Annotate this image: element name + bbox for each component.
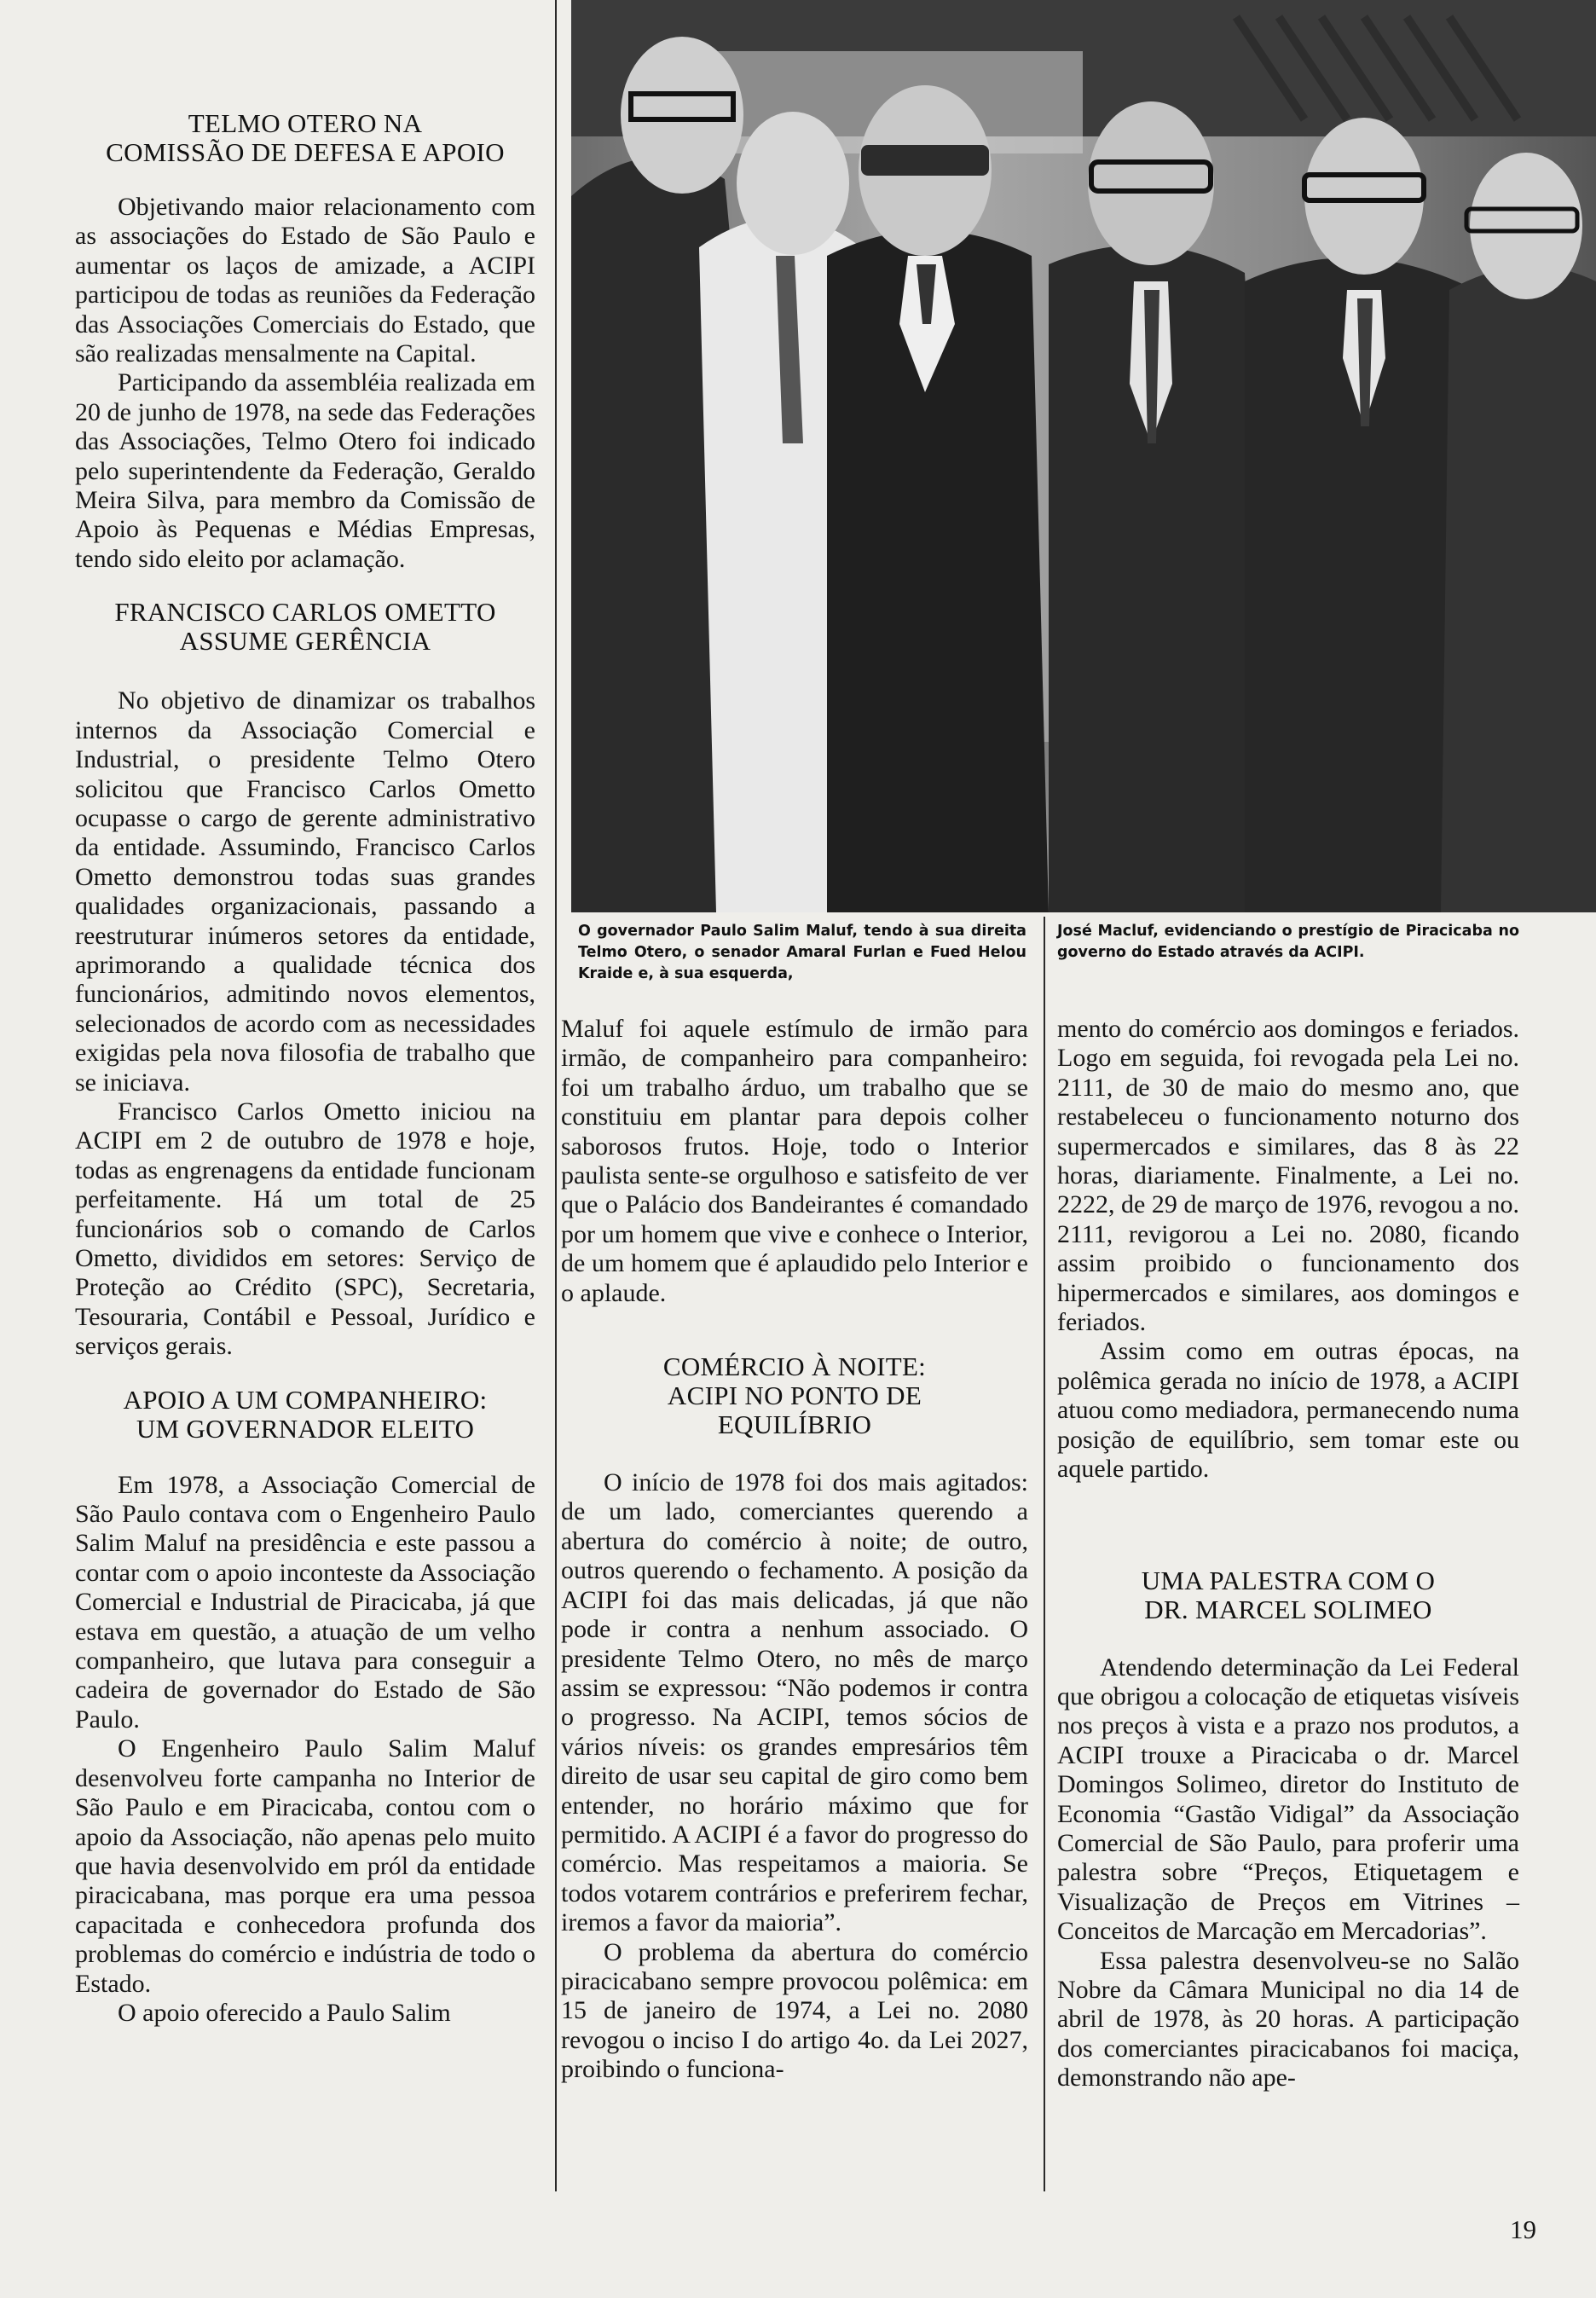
column-divider <box>555 0 557 2191</box>
paragraph: O apoio oferecido a Paulo Salim <box>118 1998 451 2027</box>
paragraph: mento do comércio aos domingos e feriados. Logo em seguida, foi revogada pela Lei no. 2111, de 30 de maio do mesmo ano, que restabeleceu o funcionamento noturno dos supermercados e similares, das 8 às 22 horas, diariamente. Finalmente, a Lei no. 2222, de 29 de março de 1976, revogou a no. 2111, revigorou a Lei no. 2080, ficando assim proibido o funcionamento dos hipermercados e similares, aos domingos e feriados. <box>1057 1015 1519 1337</box>
section-heading-governador: APOIO A UM COMPANHEIRO: UM GOVERNADOR ELEITO <box>123 1384 488 1444</box>
paragraph: Objetivando maior relacionamento com as associações do Estado de São Paulo e aumentar os laços de amizade, a ACIPI participou de todas as reuniões da Federação das Associações Comerciais do Estado, que são realizadas mensalmente na Capital. <box>75 193 535 368</box>
paragraph: O Engenheiro Paulo Salim Maluf desenvolveu forte campanha no Interior de São Paulo e em Piracicaba, contou com o apoio da Associação, não apenas pelo muito que havia desenvolvido em pról da entidade piracicabana, mas porque era uma pessoa capacitada e conhecedora profunda dos problemas do comércio e indústria de todo o Estado. <box>75 1734 535 1998</box>
paragraph: O problema da abertura do comércio piracicabano sempre provocou polêmica: em 15 de janeiro de 1974, a Lei no. 2080 revogou o inciso I do artigo 4o. da Lei 2027, proibindo o funciona- <box>561 1937 1028 2084</box>
paragraph: Essa palestra desenvolveu-se no Salão Nobre da Câmara Municipal no dia 14 de abril de 1978, às 20 horas. A participação dos comerciantes piracicabanos foi maciça, demonstrando não ape- <box>1057 1946 1519 2093</box>
column-3 <box>1057 1015 1519 2093</box>
paragraph: O início de 1978 foi dos mais agitados: de um lado, comerciantes querendo a abertura do comércio à noite; de outro, outros querendo o fechamento. A posição da ACIPI foi das mais delicadas, já que não pode ir contra a nenhum associado. O presidente Telmo Otero, no mês de março assim se expressou: “Não podemos ir contra o progresso. Na ACIPI, temos sócios de vários níveis: os grandes empresários têm direito de usar seu capital de giro como bem entender, no horário máximo que for permitido. A ACIPI é a favor do progresso do comércio. Mas respeitamos a maioria. Se todos votarem contrários e preferirem fechar, iremos a favor da maioria”. <box>561 1468 1028 1937</box>
paragraph: Em 1978, a Associação Comercial de São Paulo contava com o Engenheiro Paulo Salim Maluf na presidência e este passou a contar com o apoio inconteste da Associação Comercial e Industrial de Piracicaba, já que estava em questão, a atuação de um velho companheiro, que lutava para conseguir a cadeira de governador do Estado de São Paulo. <box>75 1470 535 1734</box>
column-2 <box>561 1015 1028 2085</box>
paragraph: Atendendo determinação da Lei Federal que obrigou a colocação de etiquetas visíveis nos preços à vista e a prazo nos produtos, a ACIPI trouxe a Piracicaba o dr. Marcel Domingos Solimeo, diretor do Instituto de Economia “Gastão Vidigal” da Associação Comercial de São Paulo, para proferir uma palestra sobre “Preços, Etiquetagem e Visualização de Preços em Vitrines – Conceitos de Marcação em Mercadorias”. <box>1057 1653 1519 1946</box>
group-photo <box>571 0 1596 912</box>
paragraph: No objetivo de dinamizar os trabalhos internos da Associação Comercial e Industrial, o presidente Telmo Otero solicitou que Francisco Carlos Ometto ocupasse o cargo de gerente administrativo da entidade. Assumindo, Francisco Carlos Ometto demonstrou todas suas grandes qualidades organizacionais, passando a reestruturar inúmeros setores da entidade, aprimorando a qualidade técnica dos funcionários, admitindo novos elementos, selecionados de acordo com as necessidades exigidas pela nova filosofia de trabalho que se iniciava. <box>75 686 535 1097</box>
column-1 <box>75 109 535 2028</box>
section-heading-palestra: UMA PALESTRA COM O DR. MARCEL SOLIMEO <box>1141 1565 1436 1624</box>
paragraph: Assim como em outras épocas, na polêmica gerada no início de 1978, a ACIPI atuou como mediadora, permanecendo numa posição de equilíbrio, sem tomar este ou aquele partido. <box>1057 1337 1519 1484</box>
section-heading-comercio-noite: COMÉRCIO À NOITE: ACIPI NO PONTO DE EQUILÍBRIO <box>662 1352 927 1440</box>
column-divider <box>1044 917 1045 2191</box>
paragraph: Francisco Carlos Ometto iniciou na ACIPI em 2 de outubro de 1978 e hoje, todas as engrenagens da entidade funcionam perfeitamente. Há um total de 25 funcionários sob o comando de Carlos Ometto, divididos em setores: Serviço de Proteção ao Crédito (SPC), Secretaria, Tesouraria, Contábil e Pessoal, Jurídico e serviços gerais. <box>75 1097 535 1361</box>
page-number: 19 <box>1510 2214 1536 2244</box>
photo-caption-right: José Macluf, evidenciando o prestígio de Piracicaba no governo do Estado através da ACIPI. <box>1057 923 1519 961</box>
photo-caption-left: O governador Paulo Salim Maluf, tendo à sua direita Telmo Otero, o senador Amaral Furlan e Fued Helou Kraide e, à sua esquerda, <box>578 923 1026 982</box>
paragraph: Maluf foi aquele estímulo de irmão para irmão, de companheiro para companheiro: foi um trabalho árduo, um trabalho que se constituiu em plantar para depois colher saborosos frutos. Hoje, todo o Interior paulista sente-se orgulhoso e satisfeito de ver que o Palácio dos Bandeirantes é comandado por um homem que vive e conhece o Interior, de um homem que é aplaudido pelo Interior e o aplaude. <box>561 1015 1028 1307</box>
photo-men-in-suits <box>571 0 1596 912</box>
section-heading-ometto: FRANCISCO CARLOS OMETTO ASSUME GERÊNCIA <box>114 597 496 657</box>
section-heading-telmo-otero: TELMO OTERO NA COMISSÃO DE DEFESA E APOIO <box>106 108 505 167</box>
paragraph: Participando da assembléia realizada em 20 de junho de 1978, na sede das Federações das Associações, Telmo Otero foi indicado pelo superintendente da Federação, Geraldo Meira Silva, para membro da Comissão de Apoio às Pequenas e Médias Empresas, tendo sido eleito por aclamação. <box>75 368 535 573</box>
